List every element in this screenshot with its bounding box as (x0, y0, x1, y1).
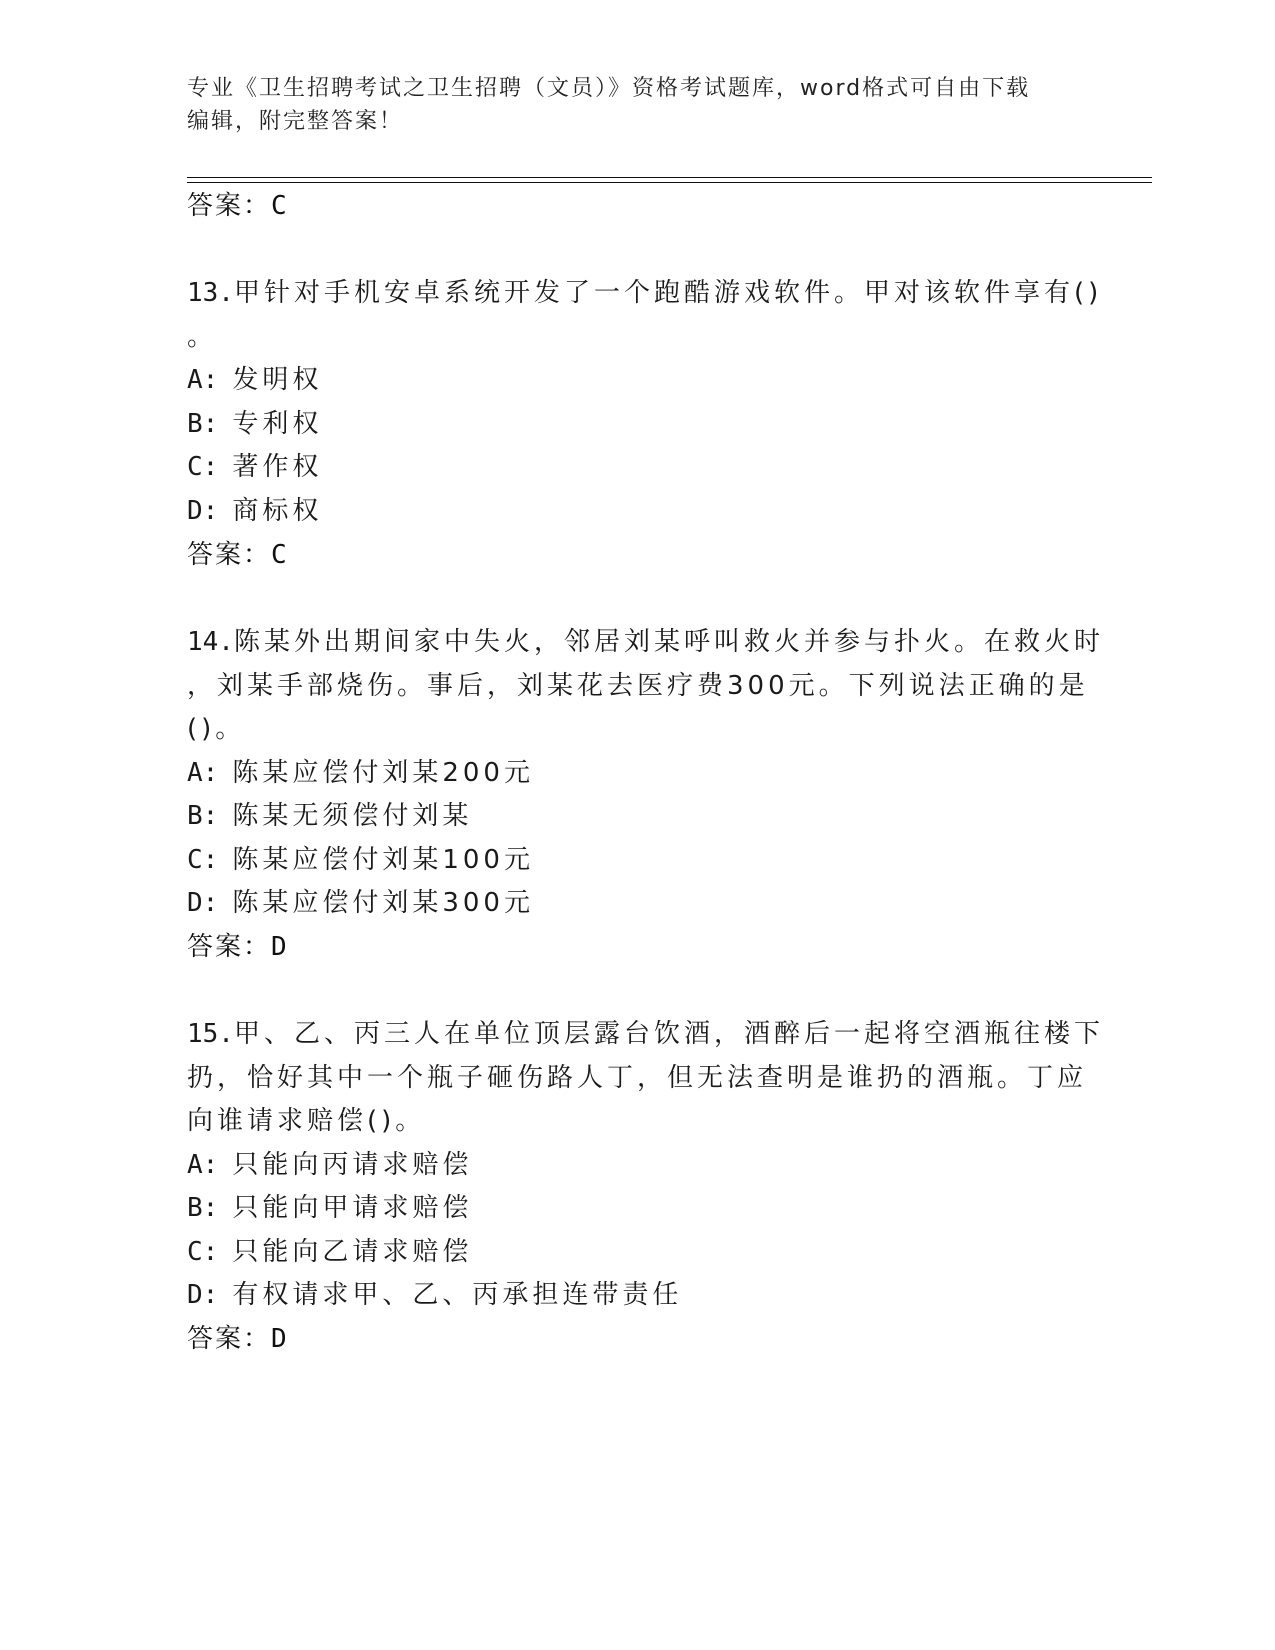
option-b (187, 408, 322, 440)
option-text: 商标权 (232, 496, 323, 526)
question-stem-line (187, 1018, 1104, 1050)
answer-label: 答案： (187, 540, 272, 570)
option-d (187, 1279, 682, 1311)
prev-answer (187, 190, 289, 222)
option-letter: A: (187, 758, 219, 788)
question-stem-line: 扔，恰好其中一个瓶子砸伤路人丁，但无法查明是谁扔的酒瓶。丁应 (187, 1063, 1088, 1093)
option-letter: C: (187, 845, 219, 875)
option-d (187, 495, 322, 527)
option-letter: B: (187, 801, 219, 831)
option-text: 只能向丙请求赔偿 (232, 1150, 473, 1180)
option-text: 发明权 (232, 365, 323, 395)
option-letter: B: (187, 409, 219, 439)
header-divider-top (187, 177, 1152, 178)
answer-label: 答案： (187, 1324, 272, 1354)
option-text: 陈某应偿付刘某100元 (232, 845, 534, 875)
option-letter: C: (187, 1237, 219, 1267)
option-letter: B: (187, 1193, 219, 1223)
question-stem-line: 。 (187, 322, 218, 352)
question-stem-line: ()。 (187, 714, 246, 744)
header-line-1: 专业《卫生招聘考试之卫生招聘（文员）》资格考试题库，word格式可自由下载 (187, 76, 1031, 101)
question-stem-line (187, 626, 1104, 658)
option-letter: A: (187, 365, 219, 395)
option-text: 专利权 (232, 409, 323, 439)
option-letter: D: (187, 496, 219, 526)
option-letter: D: (187, 1280, 219, 1310)
answer-value: D (271, 1324, 289, 1354)
option-text: 陈某应偿付刘某300元 (232, 888, 534, 918)
option-letter: D: (187, 888, 219, 918)
question-number: 15. (187, 1019, 234, 1049)
answer-value: C (271, 191, 289, 221)
question-stem-line: ，刘某手部烧伤。事后，刘某花去医疗费300元。下列说法正确的是 (187, 671, 1089, 701)
question-answer (187, 1323, 289, 1355)
option-a (187, 364, 322, 396)
option-text: 著作权 (232, 452, 323, 482)
answer-label: 答案： (187, 191, 272, 221)
option-text: 陈某无须偿付刘某 (232, 801, 473, 831)
header-divider-bottom (187, 182, 1152, 183)
stem-text: 陈某外出期间家中失火，邻居刘某呼叫救火并参与扑火。在救火时 (233, 627, 1104, 657)
stem-text: 甲、乙、丙三人在单位顶层露台饮酒，酒醉后一起将空酒瓶往楼下 (233, 1019, 1104, 1049)
option-b (187, 1192, 472, 1224)
option-text: 有权请求甲、乙、丙承担连带责任 (232, 1280, 683, 1310)
question-answer (187, 539, 289, 571)
question-number: 14. (187, 627, 234, 657)
option-letter: C: (187, 452, 219, 482)
answer-label: 答案： (187, 932, 272, 962)
option-c (187, 451, 322, 483)
option-b (187, 800, 472, 832)
option-text: 只能向甲请求赔偿 (232, 1193, 473, 1223)
header-line-2: 编辑，附完整答案！ (187, 109, 404, 134)
question-answer (187, 931, 289, 963)
option-a (187, 757, 534, 789)
document-header (187, 72, 1067, 138)
answer-value: D (271, 932, 289, 962)
option-c (187, 1236, 472, 1268)
question-stem-line: 向谁请求赔偿()。 (187, 1106, 426, 1136)
question-number: 13. (187, 278, 234, 308)
option-d (187, 887, 534, 919)
option-a (187, 1149, 472, 1181)
option-text: 只能向乙请求赔偿 (232, 1237, 473, 1267)
option-letter: A: (187, 1150, 219, 1180)
question-stem-line (187, 277, 1102, 309)
stem-text: 甲针对手机安卓系统开发了一个跑酷游戏软件。甲对该软件享有() (233, 278, 1103, 308)
option-c (187, 844, 534, 876)
option-text: 陈某应偿付刘某200元 (232, 758, 534, 788)
answer-value: C (271, 540, 289, 570)
